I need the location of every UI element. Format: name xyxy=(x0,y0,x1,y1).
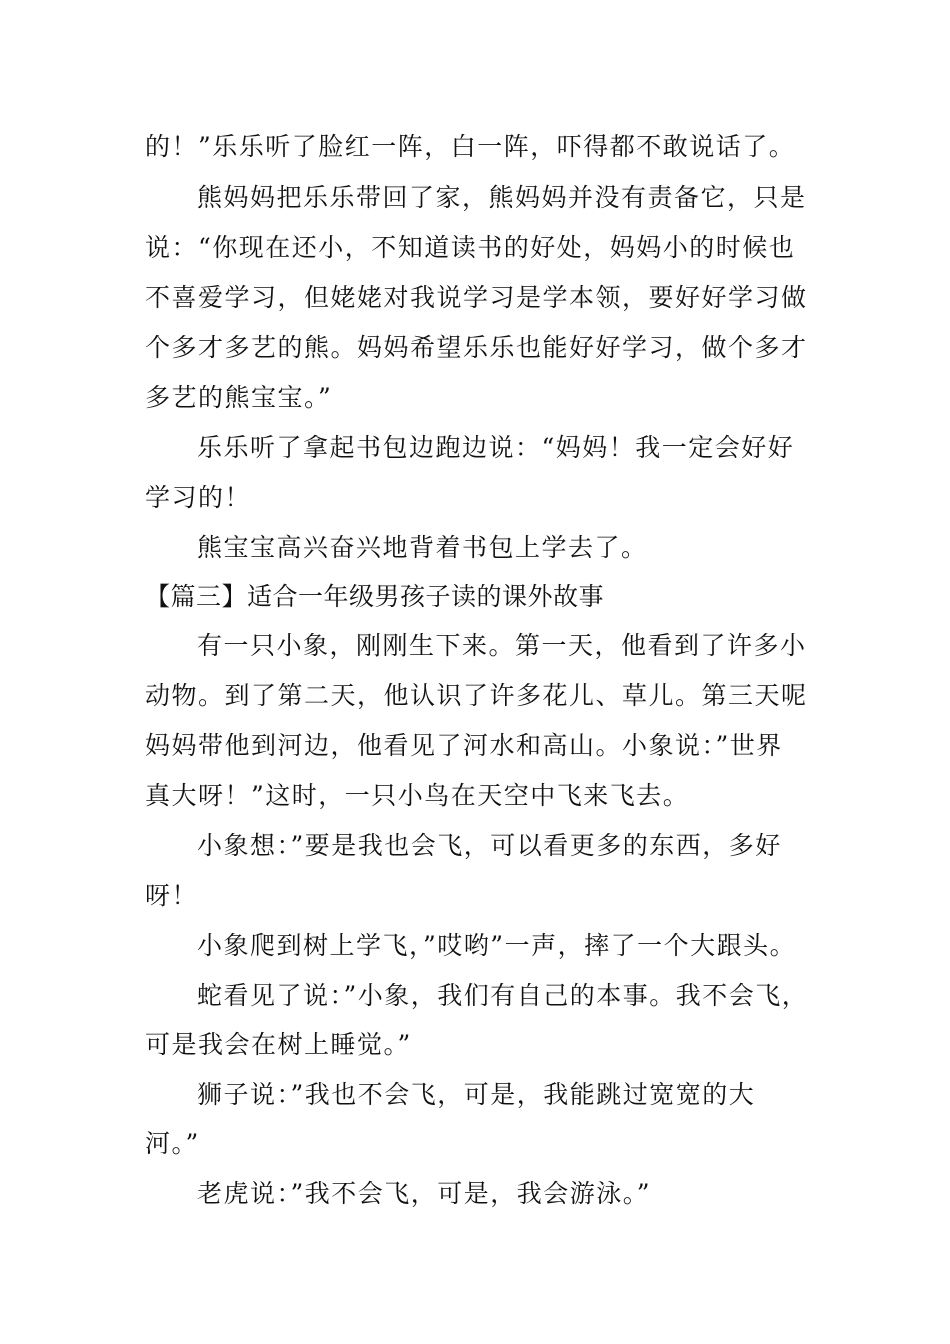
text-line: 呀！ xyxy=(145,881,199,910)
paragraph-start-line: 熊宝宝高兴奋兴地背着书包上学去了。 xyxy=(197,533,648,562)
text-line: 不喜爱学习，但姥姥对我说学习是学本领，要好好学习做 xyxy=(145,283,808,312)
paragraph-start-line: 蛇看见了说：”小象，我们有自己的本事。我不会飞， xyxy=(197,981,809,1010)
paragraph-start-line: 小象爬到树上学飞，”哎哟”一声，摔了一个大跟头。 xyxy=(197,931,797,960)
section-heading: 【篇三】适合一年级男孩子读的课外故事 xyxy=(145,582,605,611)
text-line: 河。” xyxy=(145,1129,200,1158)
text-line: 动物。到了第二天，他认识了许多花儿、草儿。第三天呢 xyxy=(145,681,808,710)
text-line: 妈妈带他到河边，他看见了河水和高山。小象说：”世界 xyxy=(145,731,783,760)
text-line: 的！”乐乐听了脸红一阵，白一阵，吓得都不敢说话了。 xyxy=(145,132,796,161)
text-line: 说：“你现在还小，不知道读书的好处，妈妈小的时候也 xyxy=(145,233,796,262)
text-line: 真大呀！”这时，一只小鸟在天空中飞来飞去。 xyxy=(145,781,690,810)
paragraph-start-line: 老虎说：”我不会飞，可是，我会游泳。” xyxy=(197,1179,652,1208)
paragraph-start-line: 乐乐听了拿起书包边跑边说：“妈妈！我一定会好好 xyxy=(197,433,795,462)
text-line: 学习的！ xyxy=(145,483,252,512)
paragraph-start-line: 小象想：”要是我也会飞，可以看更多的东西，多好 xyxy=(197,831,782,860)
text-line: 多艺的熊宝宝。” xyxy=(145,383,333,412)
text-line: 个多才多艺的熊。妈妈希望乐乐也能好好学习，做个多才 xyxy=(145,333,808,362)
text-line: 可是我会在树上睡觉。” xyxy=(145,1030,412,1059)
paragraph-start-line: 熊妈妈把乐乐带回了家，熊妈妈并没有责备它，只是 xyxy=(197,183,807,212)
paragraph-start-line: 有一只小象，刚刚生下来。第一天，他看到了许多小 xyxy=(197,631,807,660)
paragraph-start-line: 狮子说：”我也不会飞，可是，我能跳过宽宽的大 xyxy=(197,1080,756,1109)
